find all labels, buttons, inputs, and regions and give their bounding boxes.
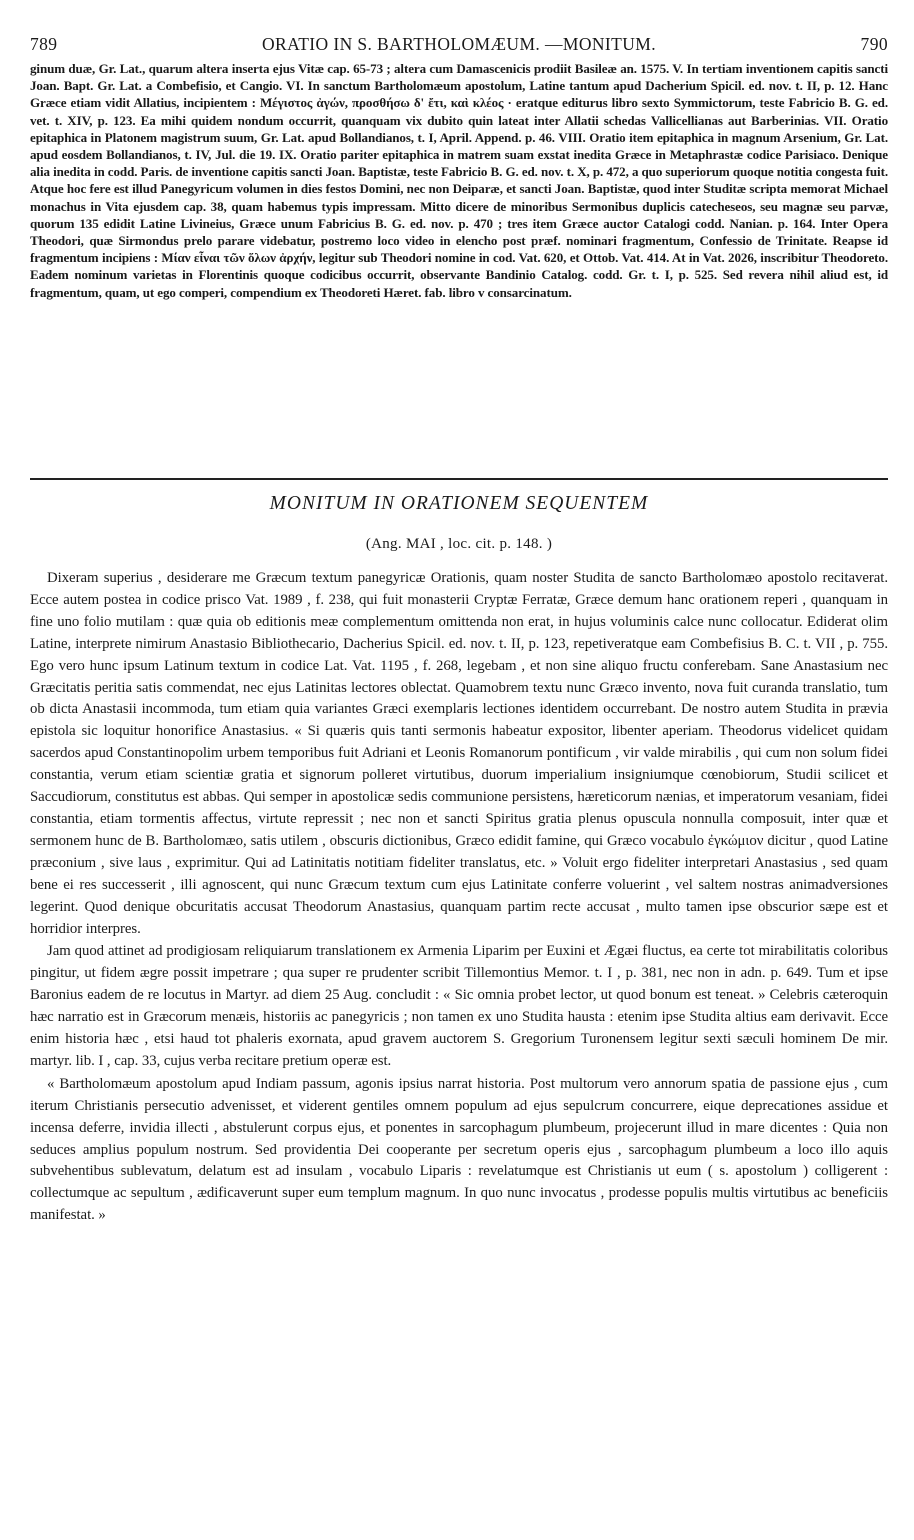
notes-text: ginum duæ, Gr. Lat., quarum altera inserta ejus Vitæ cap. 65-73 ; altera cum Damascenicis prodiit Basileæ an. 1575. V. In tertiam inventionem capitis sancti Joan. Bapt. Gr. Lat. a Combefisio, et Cangio. VI. In sanctum Bartholomæum apostolum, Latine tantum apud Dacherium Spicil. ed. nov. t. II, p. 12. Hanc Græce etiam vidit Allatius, incipientem : Μέγιστος ἀγών, προσθήσω δ' ἔτι, καὶ κλέος · eratque editurus libro sexto Symmictorum, teste Fabricio B. G. ed. vet. t. XIV, p. 123. Ea mihi quidem nondum occurrit, quanquam vix dubito quin lateat inter Allatii schedas Vallicellianas aut Barberinias. VII. Oratio epitaphica in Platonem magistrum suum, Gr. Lat. apud Bollandianos, t. I, April. Append. p. 46. VIII. Oratio item epitaphica in magnum Arsenium, Gr. Lat. apud eosdem Bollandianos, t. IV, Jul. die 19. IX. Oratio pariter epitaphica in matrem suam exstat inedita Græce in Metaphrastæ codice Parisiaco. Denique alia inedita in codd. Paris. de inventione capitis sancti Joan. Baptistæ, teste Fabricio B. G. ed. nov. t. X, p. 472, a quo superiorum quoque notitia congesta fuit. Atque hoc fere est illud Panegyricum volumen in dies festos Domini, nec non Deiparæ, et sancti Joan. Baptistæ, quod inter Studitæ scripta memorat Michael monachus in Vita ejusdem cap. 38, quam habemus typis impressam. Mitto dicere de minoribus Sermonibus duplicis catecheseos, seu magnæ seu parvæ, quorum 135 edidit Latine Livineius, Græce unum Fabricius B. G. ed. nov. p. 470 ; tres item Græce auctor Catalogi codd. Nanian. p. 164. Inter Opera Theodori, quæ Sirmondus prelo parare videbatur, postremo loco video in elencho post præf. nominari fragmentum, Confessio de Trinitate. Reapse id fragmentum incipiens : Μίαν εἶναι τῶν ὅλων ἀρχήν, legitur sub Theodori nomine in cod. Vat. 620, et Ottob. Vat. 414. At in Vat. 2026, inscribitur Theodoreto. Eadem nominum varietas in Florentinis quoque codicibus occurrit, observante Bandinio Catalog. codd. Gr. t. I, p. 525. Sed revera nihil aliud est, id fragmentum, quam, ut ego comperi, compendium ex Theodoreti Hæret. fab. libro v consarcinatum. (30, 61, 888, 300)
section-source: (Ang. MAI , loc. cit. p. 148. ) (365, 536, 553, 552)
body-paragraph-3: « Bartholomæum apostolum apud Indiam passum, agonis ipsius narrat historia. Post multorum vero annorum spatia de passione ejus , cum iterum Christianis persecutio advenisset, et viderent gentiles omnem populum ad ejus sepulcrum concurrere, eique deprecationes assidue et incensa deferre, invidia illecti , abstulerunt corpus ejus, et ponentes in sarcophagum plumbeum, projecerunt illud in mare dicentes : Quia non seduces amplius populum nostrum. Sed providentia Dei cooperante per secretum operis ejus , sarcophagum plumbeum a loco illo aquis subvehentibus sublevatum, delatum est ad insulam , vocabulo Liparis : revelatumque est Christianis ut eum ( s. apostolum ) colligerent : collectumque ac sepultum , ædificaverunt super eum templum magnum. In quo nunc invocatus , prodesse populis multis virtutibus ac beneficiis manifestat. » (30, 1075, 888, 1224)
running-header (30, 34, 888, 58)
section-divider (30, 478, 888, 480)
notes-paragraph (30, 60, 888, 301)
body-paragraph-2: Jam quod attinet ad prodigiosam reliquiarum translationem ex Armenia Liparim per Euxini et Ægæi fluctus, ea certe tot mirabilitatis coloribus pingitur, ut fidem ægre possit impetrare ; qua super re prudenter scribit Tillemontius Memor. t. I , p. 381, nec non in adn. p. 649. Tum et ipse Baronius eadem de re locutus in Martyr. ad diem 25 Aug. concludit : « Sic omnia probet lector, ut quod bonum est teneat. » Celebris cæteroquin hæc narratio est in Græcorum menæis, historiis ac panegyricis ; non tamen ex uno Studita hausta : etenim ipse Studita altius eam derivavit. Ecce enim historia hæc , etsi haud tot phaleris exornata, apud gravem auctorem S. Gregorium Turonensem legitur sexti sæculi hominem De mir. martyr. lib. I , cap. 33, cujus verba recitare pretium operæ est. (30, 943, 888, 1069)
section-title: MONITUM IN ORATIONEM SEQUENTEM (269, 493, 649, 514)
page-number-right: 790 (860, 34, 888, 54)
body-paragraph-1: Dixeram superius , desiderare me Græcum textum panegyricæ Orationis, quam noster Studita de sancto Bartholomæo apostolo recitaverat. Ecce autem postea in codice prisco Vat. 1989 , f. 238, qui fuit monasterii Cryptæ Ferratæ, Græce demum hanc orationem reperi , quanquam in fine uno folio mutilam : quæ quia ob editionis meæ complementum omittenda non erat, in hujus voluminis calce nunc collocatur. Ediderat olim Latine, interprete nimirum Anastasio Bibliothecario, Dacherius Spicil. ed. nov. t. II, p. 123, repetiveratque eam Combefisius B. C. t. VII , p. 755. Ego vero hunc ipsum Latinum textum in codice Lat. Vat. 1195 , f. 268, legebam , et non sine aliquo fructu conferebam. Sane Anastasium nec Græcitatis peritia satis commendat, nec ejus Latinitas lectores oblectat. Quamobrem textu nunc Græco invento, nova fuit curanda translatio, tum ob dicta Anastasii incommoda, tum etiam quia variantes Græci exemplaris lectiones identidem occurrebant. De nostro autem Studita in prævia epistola sic loquitur honorifice Anastasius. « Si quæris quis tanti sermonis habeatur expositor, libenter aperiam. Theodorus videlicet quidam sacerdos apud Constantinopolim urbem temporibus fuit Adriani et Leonis Romanorum pontificum , vir valde mirabilis , qui cum non solum fidei constantia, verum etiam scientiæ gratia et signorum polleret virtutibus, duorum imperialium insigniumque cœnobiorum, Studii scilicet et Saccudiorum, constitutus est abbas. Qui semper in apostolicæ sedis communione persistens, hæreticorum nænias, et imperatorum vesaniam, fidei constantia, etiam tormentis affectus, virtute repressit ; nec non et sancti Spiritus gratia plenus opuscula nonnulla composuit, inter quæ et sermonem hunc de B. Bartholomæo, satis utilem , obscuris dictionibus, Græco edidit famine, qui Græco vocabulo ἐγκώμιον dicitur , quod Latine præconium , sive laus , exprimitur. Qui ad Latinitatis notitiam fideliter translatus, etc. » Voluit ergo fideliter interpretari Anastasius , sed quam bene ei res successerit , illi agnoscent, qui nunc Græcum textum cum ejus Latinitate conferre voluerint , vel saltem nostras animadversiones legerint. Quod denique obcuritatis accusat Theodorum Anastasius, quanquam partim recte accusat , multo tamen ipse obscurior sæpe est et horridior interpres. (30, 570, 888, 937)
monitum-body (30, 568, 888, 1227)
page-number-left: 789 (30, 34, 58, 54)
running-title: ORATIO IN S. BARTHOLOMÆUM. —MONITUM. (262, 34, 656, 54)
